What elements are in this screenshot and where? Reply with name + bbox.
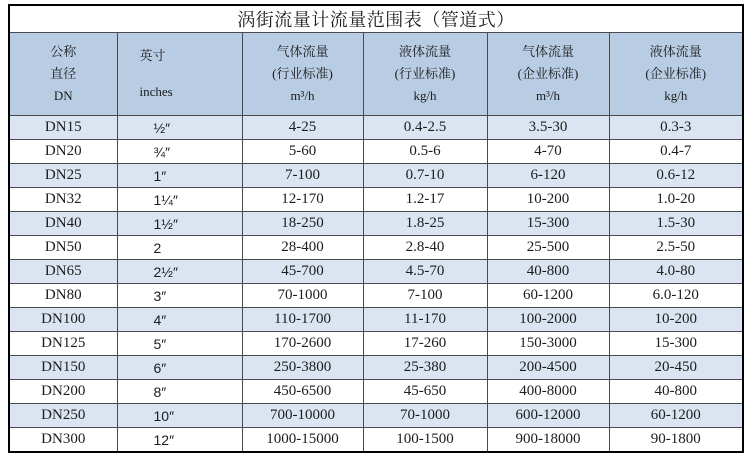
cell-gas-enterprise: 200-4500: [487, 356, 609, 380]
cell-dn: DN50: [9, 236, 117, 260]
cell-gas-enterprise: 60-1200: [487, 284, 609, 308]
cell-liquid-industry: 11-170: [363, 308, 487, 332]
table-row: [9, 188, 743, 212]
cell-dn: DN65: [9, 260, 117, 284]
table-row: [9, 428, 743, 453]
cell-gas-enterprise: 25-500: [487, 236, 609, 260]
cell-liquid-enterprise: 0.4-7: [609, 140, 743, 164]
header-line: kg/h: [413, 88, 437, 103]
cell-dn: DN300: [9, 428, 117, 453]
cell-liquid-industry: 7-100: [363, 284, 487, 308]
header-line: 直径: [50, 66, 77, 81]
header-line: (行业标准): [272, 66, 333, 81]
cell-gas-industry: 450-6500: [242, 380, 363, 404]
header-line: (企业标准): [517, 66, 579, 81]
table-row: [9, 356, 743, 380]
table-row: [9, 308, 743, 332]
cell-gas-industry: 110-1700: [242, 308, 363, 332]
header-line: 公称: [50, 44, 77, 59]
cell-liquid-industry: 100-1500: [363, 428, 487, 453]
cell-gas-industry: 5-60: [242, 140, 363, 164]
cell-liquid-enterprise: 0.6-12: [609, 164, 743, 188]
cell-inches: 2½″: [117, 260, 242, 284]
cell-gas-enterprise: 6-120: [487, 164, 609, 188]
cell-dn: DN150: [9, 356, 117, 380]
cell-liquid-enterprise: 15-300: [609, 332, 743, 356]
cell-liquid-enterprise: 1.0-20: [609, 188, 743, 212]
table-row: [9, 332, 743, 356]
header-line: 液体流量: [398, 44, 451, 59]
cell-liquid-industry: 2.8-40: [363, 236, 487, 260]
col-header-gas-industry: [242, 33, 363, 116]
cell-liquid-enterprise: 2.5-50: [609, 236, 743, 260]
cell-gas-enterprise: 3.5-30: [487, 116, 609, 140]
header-line: (行业标准): [394, 66, 456, 81]
cell-liquid-industry: 1.8-25: [363, 212, 487, 236]
cell-liquid-enterprise: 90-1800: [609, 428, 743, 453]
cell-liquid-enterprise: 60-1200: [609, 404, 743, 428]
cell-dn: DN125: [9, 332, 117, 356]
cell-gas-industry: 170-2600: [242, 332, 363, 356]
cell-gas-enterprise: 100-2000: [487, 308, 609, 332]
cell-liquid-industry: 45-650: [363, 380, 487, 404]
cell-liquid-enterprise: 20-450: [609, 356, 743, 380]
cell-inches: 12″: [117, 428, 242, 453]
cell-liquid-enterprise: 10-200: [609, 308, 743, 332]
cell-inches: 1¼″: [117, 188, 242, 212]
flow-range-table-container: [8, 4, 742, 448]
cell-dn: DN25: [9, 164, 117, 188]
table-row: [9, 164, 743, 188]
cell-gas-enterprise: 10-200: [487, 188, 609, 212]
cell-liquid-enterprise: 0.3-3: [609, 116, 743, 140]
cell-gas-enterprise: 40-800: [487, 260, 609, 284]
cell-gas-industry: 45-700: [242, 260, 363, 284]
table-row: [9, 380, 743, 404]
cell-liquid-industry: 0.7-10: [363, 164, 487, 188]
cell-inches: 4″: [117, 308, 242, 332]
cell-inches: ¾″: [117, 140, 242, 164]
cell-gas-industry: 28-400: [242, 236, 363, 260]
cell-gas-industry: 1000-15000: [242, 428, 363, 453]
header-line: 气体流量: [276, 44, 329, 59]
cell-gas-industry: 70-1000: [242, 284, 363, 308]
cell-dn: DN20: [9, 140, 117, 164]
cell-inches: 6″: [117, 356, 242, 380]
cell-inches: 2: [117, 236, 242, 260]
cell-inches: 1½″: [117, 212, 242, 236]
cell-gas-industry: 18-250: [242, 212, 363, 236]
cell-gas-industry: 12-170: [242, 188, 363, 212]
flow-range-table: [8, 4, 744, 453]
col-header-dn: [9, 33, 117, 116]
table-row: [9, 116, 743, 140]
cell-inches: 8″: [117, 380, 242, 404]
cell-liquid-industry: 70-1000: [363, 404, 487, 428]
col-header-liquid-industry: [363, 33, 487, 116]
table-title: 涡街流量计流量范围表（管道式）: [9, 5, 743, 33]
cell-gas-enterprise: 900-18000: [487, 428, 609, 453]
header-line: m³/h: [290, 88, 315, 103]
header-line: 气体流量: [521, 44, 574, 59]
header-line: (企业标准): [645, 66, 707, 81]
cell-liquid-enterprise: 4.0-80: [609, 260, 743, 284]
header-line: m³/h: [535, 88, 561, 103]
cell-inches: ½″: [117, 116, 242, 140]
table-row: [9, 260, 743, 284]
title-row: [9, 5, 743, 33]
cell-dn: DN100: [9, 308, 117, 332]
header-line: 英寸: [139, 48, 166, 63]
cell-inches: 10″: [117, 404, 242, 428]
col-header-gas-enterprise: [487, 33, 609, 116]
cell-liquid-industry: 25-380: [363, 356, 487, 380]
header-line: 液体流量: [649, 44, 702, 59]
cell-gas-enterprise: 400-8000: [487, 380, 609, 404]
cell-inches: 5″: [117, 332, 242, 356]
cell-dn: DN32: [9, 188, 117, 212]
cell-dn: DN40: [9, 212, 117, 236]
header-row: [9, 33, 743, 116]
cell-inches: 3″: [117, 284, 242, 308]
table-row: [9, 284, 743, 308]
col-header-liquid-enterprise: [609, 33, 743, 116]
table-row: [9, 140, 743, 164]
cell-gas-industry: 4-25: [242, 116, 363, 140]
header-line: DN: [53, 88, 73, 103]
cell-gas-enterprise: 4-70: [487, 140, 609, 164]
cell-inches: 1″: [117, 164, 242, 188]
cell-gas-industry: 7-100: [242, 164, 363, 188]
cell-dn: DN250: [9, 404, 117, 428]
table-row: [9, 404, 743, 428]
cell-dn: DN200: [9, 380, 117, 404]
cell-gas-enterprise: 600-12000: [487, 404, 609, 428]
cell-gas-industry: 700-10000: [242, 404, 363, 428]
cell-gas-industry: 250-3800: [242, 356, 363, 380]
table-row: [9, 212, 743, 236]
cell-gas-enterprise: 15-300: [487, 212, 609, 236]
cell-liquid-industry: 0.5-6: [363, 140, 487, 164]
cell-liquid-enterprise: 6.0-120: [609, 284, 743, 308]
cell-dn: DN15: [9, 116, 117, 140]
cell-liquid-industry: 1.2-17: [363, 188, 487, 212]
cell-liquid-enterprise: 1.5-30: [609, 212, 743, 236]
table-body: [9, 116, 743, 453]
table-row: [9, 236, 743, 260]
header-line: inches: [139, 84, 173, 99]
cell-liquid-industry: 0.4-2.5: [363, 116, 487, 140]
cell-gas-enterprise: 150-3000: [487, 332, 609, 356]
cell-liquid-enterprise: 40-800: [609, 380, 743, 404]
cell-dn: DN80: [9, 284, 117, 308]
cell-liquid-industry: 17-260: [363, 332, 487, 356]
header-line: kg/h: [664, 88, 688, 103]
cell-liquid-industry: 4.5-70: [363, 260, 487, 284]
col-header-inches: [117, 33, 242, 116]
